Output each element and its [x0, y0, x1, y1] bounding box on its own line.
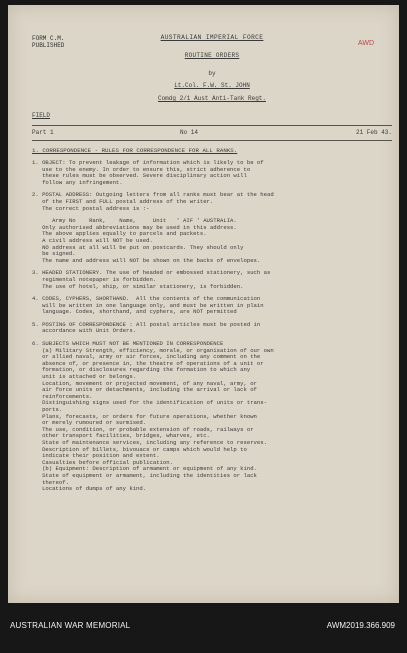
commanding-officer: Lt.Col. F.W. St. JOHN: [174, 82, 250, 89]
section-title: 1. CORRESPONDENCE - RULES FOR CORRESPONDENCE FOR ALL RANKS.: [32, 147, 238, 154]
paragraph-headed-stationery: 3. HEADED STATIONERY. The use of headed or embossed stationery, such as regimental notepaper is forbidden. The use of hotel, ship, or similar stationery, is forbidden.: [32, 269, 271, 290]
order-number: No 14: [180, 129, 199, 136]
paragraph-subjects: 6. SUBJECTS WHICH MUST NOT BE MENTIONED IN CORRESPONDENCE (a) Military Strength, efficiency, morale, or organisation of our own or allied naval, army or air forces, including any comment on the absence of, or presence in, the theatre of operations of a unit or formation, or disclosures regarding the formation to which any unit is attached or belongs. Location, movement or projected movement, of any naval, army, or air force units or detachments, including the arrival or lack of reinforcements. Distinguishing signs used for the identification of units or trans- ports. Plans, forecasts, or orders for future operations, whether known or merely rumoured or surmised. The use, condition, or probable extension of roads, railways or other transport facilities, bridges, wharves, etc. State of maintenance services, including any reference to reserves. Description of billets, bivouacs or camps which would help to indicate their position and extent. Casualties before official publication. (b) Equipment: Description of armament or equipment of any kind. State of equipment or armament, including the identities or lack thereof. Locations of dumps of any kind.: [32, 340, 274, 493]
document-subtitle: ROUTINE ORDERS: [184, 52, 240, 59]
form-code: FORM C.M. PUBLISHED: [32, 35, 65, 49]
document-title: AUSTRALIAN IMPERIAL FORCE: [160, 34, 264, 41]
institution-name: AUSTRALIAN WAR MEMORIAL: [10, 621, 131, 630]
paragraph-posting: 5. POSTING OF CORRESPONDENCE : All postal articles must be posted in accordance with Unit Orders.: [32, 320, 261, 335]
archive-footer: [0, 604, 407, 653]
part-label: Part 1: [32, 129, 54, 136]
command-line: Comdg 2/1 Aust Anti-Tank Regt.: [157, 95, 267, 102]
paragraphs: [32, 160, 392, 499]
archive-stamp: AWD: [357, 40, 374, 47]
field-label: FIELD: [32, 112, 51, 119]
paragraph-postal-address: 2. POSTAL ADDRESS: Outgoing letters from all ranks must bear at the head of the FIRST and FULL postal address of the writer. The correct postal address is :-: [32, 191, 274, 212]
paragraph-codes: 4. CODES, CYPHERS, SHORTHAND. All the contents of the communication will be written in one language only, and must be written in plain language. Codes, shorthand, and cyphers, are NOT permitted: [32, 295, 264, 316]
order-date: 21 Feb 43.: [355, 129, 392, 136]
divider-bottom: [32, 140, 392, 141]
paragraph-object: 1. OBJECT: To prevent leakage of information which is likely to be of use to the enemy. In order to ensure this, strict adherence to these rules must be observed. Severe disciplinary action will follow any infringement.: [32, 159, 264, 186]
divider-top: [32, 125, 392, 126]
paragraph-address-format: Army No Rank, Name, Unit ' AIF ' AUSTRALIA. Only authorised abbreviations may be used in this address. The above applies equally to parcels and packets. A civil address will NOT be used. NO address at all will be put on postcards. They should only be signed. The name and address will NOT be shown on the backs of envelopes.: [42, 217, 261, 264]
by-line: by: [208, 70, 216, 77]
accession-number: AWM2019.366.909: [326, 621, 395, 630]
document-page: [8, 5, 399, 603]
